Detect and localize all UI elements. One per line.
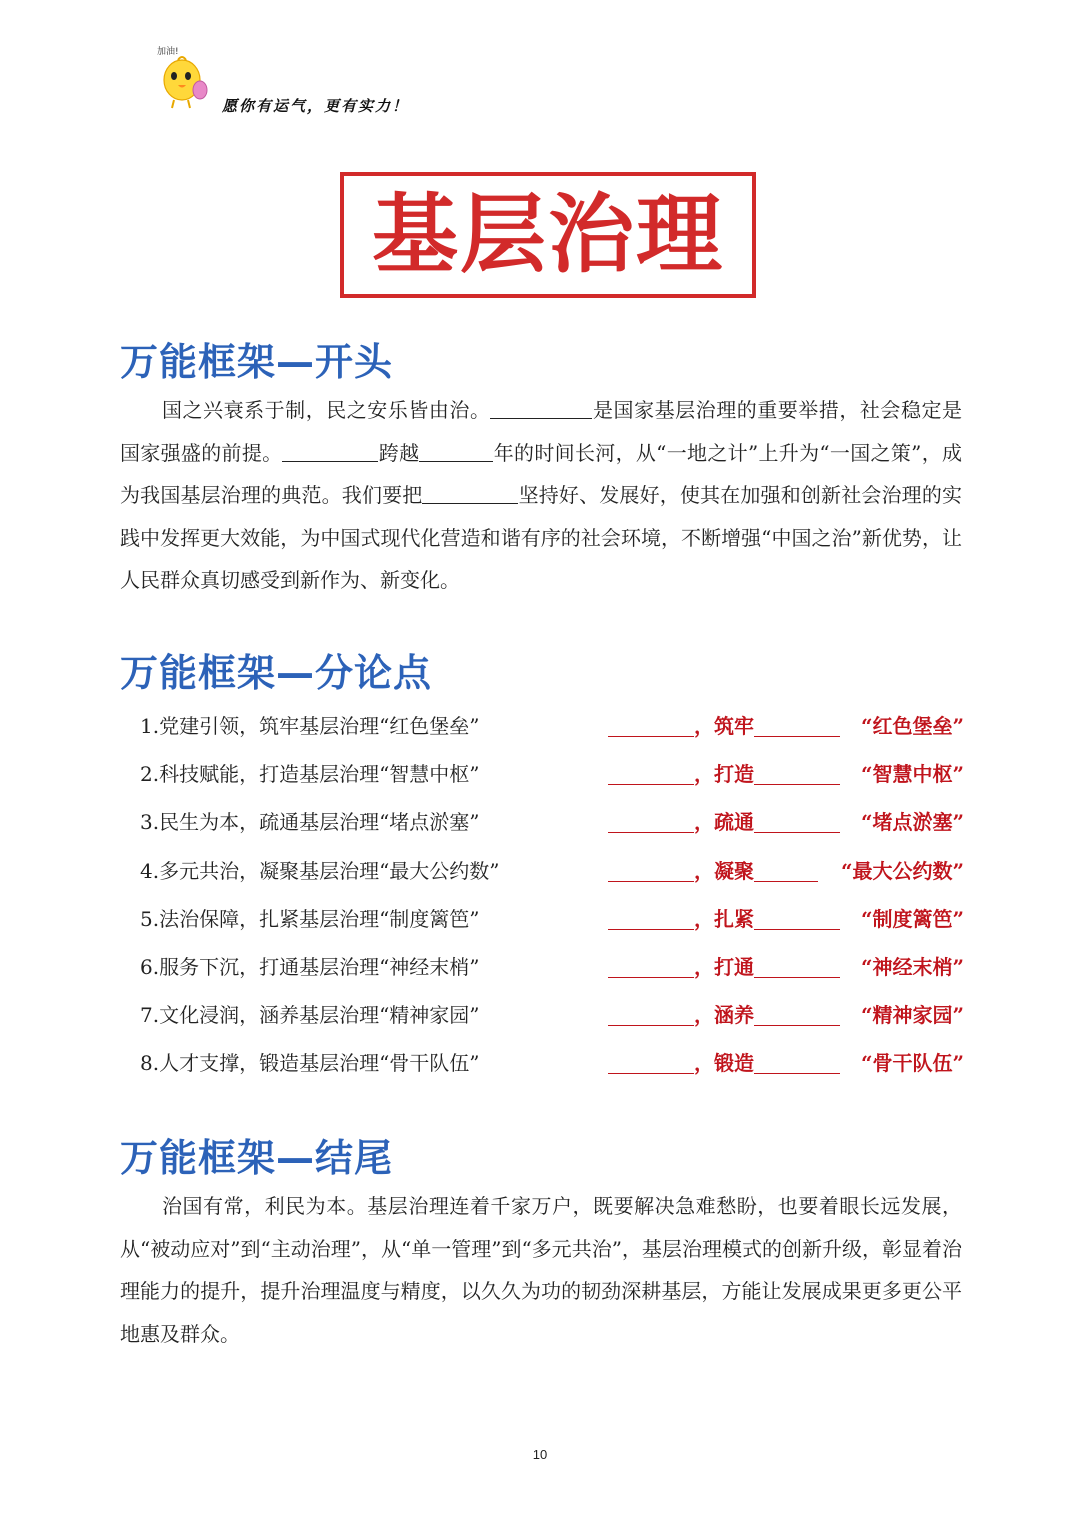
fill-blank[interactable] (608, 762, 694, 785)
header-slogan: 愿你有运气，更有实力！ (222, 97, 410, 115)
fill-blank[interactable] (608, 859, 694, 882)
list-item (140, 995, 970, 1043)
point-text: 5.法治保障，扎紧基层治理“制度篱笆” (140, 906, 480, 931)
fill-blank[interactable] (754, 859, 818, 882)
fill-blank[interactable] (754, 955, 840, 978)
fill-blank[interactable] (608, 1003, 694, 1026)
point-text: 7.文化浸润，涵养基层治理“精神家园” (140, 1003, 480, 1028)
point-answer: ，筑牢 “红色堡垒” (608, 706, 964, 746)
mascot-label: 加油! (157, 47, 179, 57)
point-answer: ，凝聚 “最大公约数” (608, 851, 964, 891)
closing-heading: 万能框架—结尾 (120, 1136, 394, 1180)
fill-blank[interactable] (608, 955, 694, 978)
fill-blank[interactable] (754, 810, 840, 833)
points-heading: 万能框架—分论点 (120, 651, 433, 695)
fill-blank-4[interactable] (422, 483, 518, 504)
point-answer: ，打造 “智慧中枢” (608, 754, 964, 794)
opening-heading: 万能框架—开头 (120, 340, 394, 384)
fill-blank[interactable] (754, 1051, 840, 1074)
fill-blank[interactable] (754, 1003, 840, 1026)
list-item (140, 802, 970, 850)
title-box (340, 172, 756, 298)
list-item (140, 947, 970, 995)
fill-blank-2[interactable] (282, 441, 378, 462)
list-item (140, 851, 970, 899)
fill-blank[interactable] (754, 762, 840, 785)
closing-paragraph: 治国有常，利民为本。基层治理连着千家万户，既要解决急难愁盼，也要着眼长远发展，从“被动应对”到“主动治理”，从“单一管理”到“多元共治”，基层治理模式的创新升级，彰显着治理能力的提升，提升治理温度与精度，以久久为功的韧劲深耕基层，方能让发展成果更多更公平地惠及群众。 (120, 1194, 962, 1346)
point-text: 3.民生为本，疏通基层治理“堵点淤塞” (140, 810, 480, 835)
point-answer: ，锻造 “骨干队伍” (608, 1043, 964, 1083)
point-text: 8.人才支撑，锻造基层治理“骨干队伍” (140, 1051, 480, 1076)
page-title: 基层治理 (372, 185, 724, 285)
point-answer: ，疏通 “堵点淤塞” (608, 802, 964, 842)
point-text: 4.多元共治，凝聚基层治理“最大公约数” (140, 858, 500, 883)
fill-blank[interactable] (754, 907, 840, 930)
list-item (140, 899, 970, 947)
fill-blank[interactable] (754, 714, 840, 737)
points-list (140, 706, 970, 1092)
point-answer: ，涵养 “精神家园” (608, 995, 964, 1035)
list-item (140, 706, 970, 754)
fill-blank[interactable] (608, 907, 694, 930)
fill-blank-1[interactable] (490, 398, 592, 419)
list-item (140, 754, 970, 802)
point-text: 6.服务下沉，打通基层治理“神经末梢” (140, 954, 480, 979)
fill-blank[interactable] (608, 810, 694, 833)
point-text: 2.科技赋能，打造基层治理“智慧中枢” (140, 762, 480, 787)
point-text: 1.党建引领，筑牢基层治理“红色堡垒” (140, 714, 480, 738)
fill-blank-3[interactable] (419, 441, 493, 462)
page-number: 10 (532, 1447, 548, 1462)
list-item (140, 1043, 970, 1091)
point-answer: ，打通 “神经末梢” (608, 947, 964, 987)
fill-blank[interactable] (608, 1051, 694, 1074)
point-answer: ，扎紧 “制度篱笆” (608, 899, 964, 939)
opening-paragraph: 国之兴衰系于制，民之安乐皆由治。 是国家基层治理的重要举措，社会稳定是国家强盛的前提。 跨越 年的时间长河，从“一地之计”上升为“一国之策”，成为我国基层治理的典范。我们要把 坚持好、发展好，使其在加强和创新社会治理的实践中发挥更大效能，为中国式现代化营造和谐有序的社会环境，不断增强“中国之治”新优势，让人民群众真切感受到新作为、新变化。 (120, 398, 963, 592)
fill-blank[interactable] (608, 714, 694, 737)
